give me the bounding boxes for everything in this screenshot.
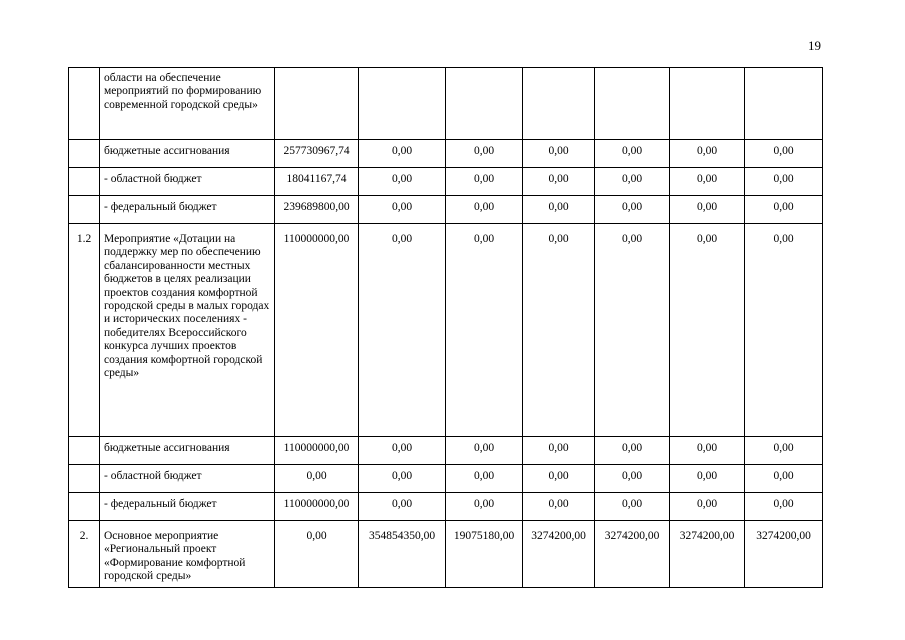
value-cell: 18041167,74 xyxy=(275,168,359,196)
value-cell xyxy=(446,68,523,140)
row-name: - федеральный бюджет xyxy=(100,493,275,521)
row-index: 1.2 xyxy=(69,224,100,437)
value-cell xyxy=(670,68,745,140)
value-cell: 0,00 xyxy=(359,465,446,493)
value-cell: 3274200,00 xyxy=(595,521,670,588)
value-cell: 0,00 xyxy=(595,224,670,437)
row-index xyxy=(69,437,100,465)
value-cell: 19075180,00 xyxy=(446,521,523,588)
value-cell: 354854350,00 xyxy=(359,521,446,588)
value-cell: 0,00 xyxy=(745,465,823,493)
value-cell: 0,00 xyxy=(359,224,446,437)
row-name: бюджетные ассигнования xyxy=(100,437,275,465)
value-cell: 3274200,00 xyxy=(670,521,745,588)
value-cell: 0,00 xyxy=(745,196,823,224)
row-index xyxy=(69,140,100,168)
value-cell: 0,00 xyxy=(446,196,523,224)
value-cell: 0,00 xyxy=(595,196,670,224)
value-cell: 0,00 xyxy=(446,465,523,493)
value-cell: 0,00 xyxy=(446,140,523,168)
value-cell: 110000000,00 xyxy=(275,224,359,437)
value-cell: 0,00 xyxy=(359,196,446,224)
table-row xyxy=(69,465,823,493)
value-cell: 0,00 xyxy=(670,196,745,224)
row-name: - федеральный бюджет xyxy=(100,196,275,224)
row-name: - областной бюджет xyxy=(100,168,275,196)
value-cell: 0,00 xyxy=(446,168,523,196)
value-cell: 0,00 xyxy=(523,465,595,493)
value-cell: 239689800,00 xyxy=(275,196,359,224)
table-row xyxy=(69,168,823,196)
value-cell xyxy=(359,68,446,140)
table-row xyxy=(69,224,823,437)
value-cell: 0,00 xyxy=(670,465,745,493)
table-row xyxy=(69,196,823,224)
value-cell xyxy=(275,68,359,140)
value-cell: 0,00 xyxy=(523,196,595,224)
value-cell: 0,00 xyxy=(745,437,823,465)
table-row xyxy=(69,437,823,465)
row-index xyxy=(69,465,100,493)
value-cell: 0,00 xyxy=(595,493,670,521)
value-cell: 0,00 xyxy=(670,140,745,168)
table-row xyxy=(69,521,823,588)
table-row xyxy=(69,140,823,168)
row-name: бюджетные ассигнования xyxy=(100,140,275,168)
value-cell: 257730967,74 xyxy=(275,140,359,168)
value-cell xyxy=(745,68,823,140)
value-cell: 0,00 xyxy=(595,140,670,168)
value-cell: 0,00 xyxy=(595,168,670,196)
value-cell: 3274200,00 xyxy=(745,521,823,588)
row-name: - областной бюджет xyxy=(100,465,275,493)
value-cell: 0,00 xyxy=(359,140,446,168)
row-index: 2. xyxy=(69,521,100,588)
value-cell: 0,00 xyxy=(745,493,823,521)
row-name: Основное мероприятие «Региональный проект «Формирование комфортной городской среды» xyxy=(100,521,275,588)
row-index xyxy=(69,168,100,196)
value-cell: 3274200,00 xyxy=(523,521,595,588)
value-cell: 0,00 xyxy=(745,224,823,437)
value-cell: 0,00 xyxy=(523,437,595,465)
value-cell: 0,00 xyxy=(670,493,745,521)
row-index xyxy=(69,68,100,140)
value-cell: 0,00 xyxy=(595,465,670,493)
value-cell: 110000000,00 xyxy=(275,437,359,465)
value-cell: 0,00 xyxy=(745,168,823,196)
value-cell: 0,00 xyxy=(670,437,745,465)
value-cell: 0,00 xyxy=(275,521,359,588)
row-index xyxy=(69,493,100,521)
table-row xyxy=(69,493,823,521)
value-cell: 0,00 xyxy=(523,140,595,168)
value-cell: 0,00 xyxy=(523,168,595,196)
table-row xyxy=(69,68,823,140)
value-cell xyxy=(595,68,670,140)
value-cell: 0,00 xyxy=(670,168,745,196)
value-cell: 0,00 xyxy=(446,224,523,437)
value-cell: 0,00 xyxy=(275,465,359,493)
value-cell: 0,00 xyxy=(359,437,446,465)
row-name: Мероприятие «Дотации на поддержку мер по обеспечению сбалансированности местных бюджетов в целях реализации проектов создания комфортной городской среды в малых городах и исторических поселениях - победителях Всероссийского конкурса лучших проектов создания комфортной городской среды» xyxy=(100,224,275,437)
value-cell: 0,00 xyxy=(595,437,670,465)
row-index xyxy=(69,196,100,224)
budget-table xyxy=(68,67,823,588)
value-cell: 0,00 xyxy=(523,224,595,437)
value-cell: 0,00 xyxy=(523,493,595,521)
value-cell: 0,00 xyxy=(359,493,446,521)
value-cell: 0,00 xyxy=(446,437,523,465)
value-cell: 0,00 xyxy=(446,493,523,521)
value-cell: 0,00 xyxy=(359,168,446,196)
row-name: области на обеспечение мероприятий по формированию современной городской среды» xyxy=(100,68,275,140)
value-cell: 0,00 xyxy=(745,140,823,168)
value-cell: 110000000,00 xyxy=(275,493,359,521)
value-cell xyxy=(523,68,595,140)
value-cell: 0,00 xyxy=(670,224,745,437)
page-number: 19 xyxy=(808,38,821,53)
